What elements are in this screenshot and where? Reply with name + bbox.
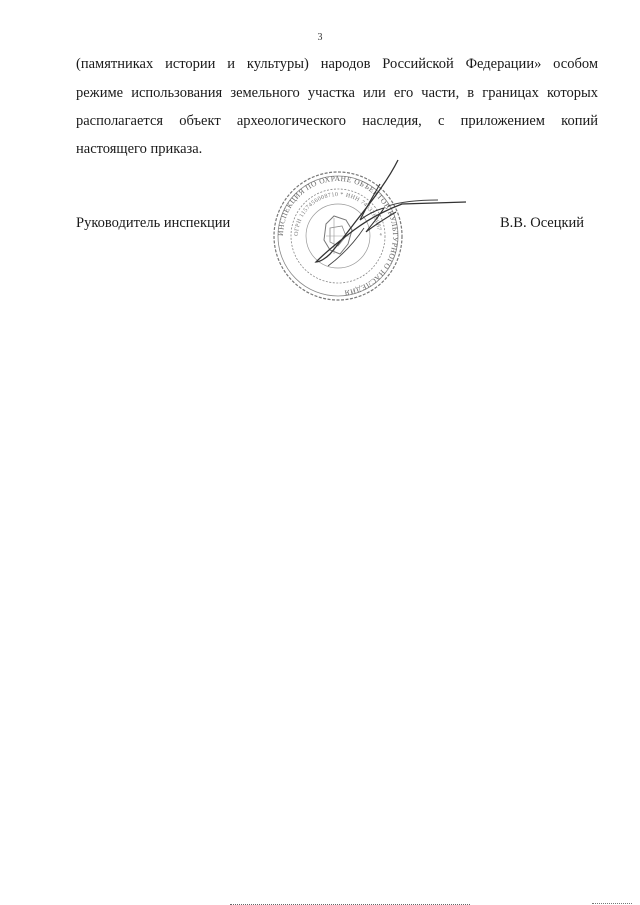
seal-and-signature-graphic xyxy=(268,158,478,308)
svg-text:ИНСПЕКЦИЯ ПО ОХРАНЕ ОБЪЕКТОВ К: ИНСПЕКЦИЯ ПО ОХРАНЕ ОБЪЕКТОВ КУЛЬТУРНОГО НАСЛЕДИЯ xyxy=(275,173,401,298)
paragraph-line-1: (памятниках истории и культуры) народов Российской Федерации» особом xyxy=(76,56,598,72)
svg-text:ОГРН 1157456008710 * ИНН 74532: ОГРН 1157456008710 * ИНН 7453289087 * xyxy=(293,191,383,237)
bottom-scan-edge-right xyxy=(592,903,632,904)
paragraph-line-2: режиме использования земельного участка или его части, в границах которых xyxy=(76,85,598,101)
page-number: 3 xyxy=(317,32,323,43)
official-seal-stamp xyxy=(268,158,478,308)
signatory-name: В.В. Осецкий xyxy=(500,215,585,231)
paragraph-line-4: настоящего приказа. xyxy=(76,141,203,157)
signatory-position: Руководитель инспекции xyxy=(76,215,231,231)
paragraph-line-3: располагается объект археологического наследия, с приложением копий xyxy=(76,113,598,129)
